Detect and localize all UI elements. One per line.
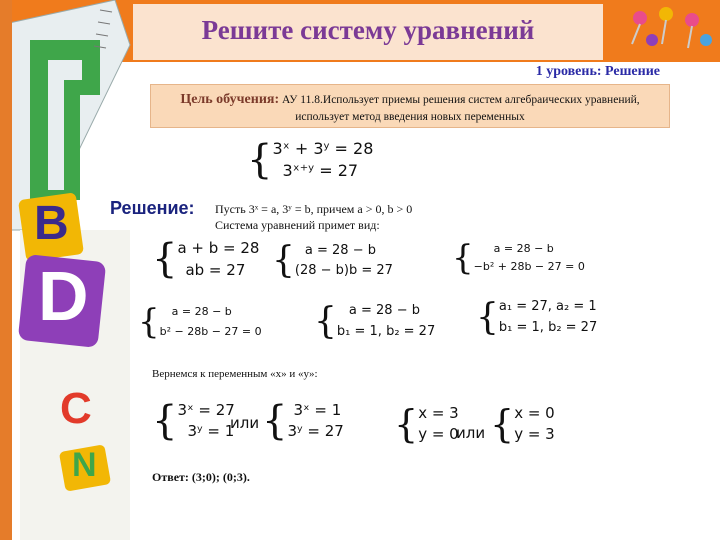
brace-icon: {: [152, 398, 178, 444]
equation: b₁ = 1, b₂ = 27: [336, 324, 436, 339]
equation: a = 28 − b: [493, 242, 554, 255]
step-system-2: [272, 240, 393, 281]
equation: a = 28 − b: [348, 303, 420, 318]
equation: 3ʸ = 1: [187, 422, 235, 440]
answer-text: Ответ: (3;0); (0;3).: [152, 470, 250, 484]
equation: a = 28 − b: [304, 242, 376, 258]
substitution-text: Пусть 3ˣ = a, 3ʸ = b, причем a > 0, b > 0: [215, 202, 413, 216]
level-label: 1 уровень: Решение: [535, 64, 660, 79]
brace-icon: {: [314, 300, 337, 342]
equation: 3ˣ + 3ʸ = 28: [272, 139, 374, 158]
goal-label: Цель обучения:: [180, 92, 280, 107]
equation: 3ˣ⁺ʸ = 27: [282, 161, 359, 180]
brace-icon: {: [452, 238, 474, 278]
equation: b² − 28b − 27 = 0: [159, 325, 262, 338]
equation: y = 3: [514, 425, 555, 443]
equation: x = 0: [514, 404, 555, 422]
brace-icon: {: [247, 137, 273, 183]
letter-c: C: [60, 384, 92, 433]
brace-icon: {: [138, 302, 160, 342]
equation: a₁ = 27, a₂ = 1: [498, 299, 597, 314]
page-title: Решите систему уравнений: [201, 15, 535, 45]
step-system-4: [138, 302, 262, 342]
final-system-d: [490, 402, 555, 446]
step-system-1: [152, 236, 259, 282]
equation: 3ˣ = 27: [177, 401, 235, 419]
letter-d: D: [38, 257, 89, 335]
solution-label: Решение:: [110, 198, 195, 218]
final-system-c: [394, 402, 459, 446]
or-label: или: [230, 414, 260, 432]
equation: b₁ = 1, b₂ = 27: [498, 320, 598, 335]
brace-icon: {: [262, 398, 288, 444]
letter-n: N: [72, 446, 97, 484]
pins-decoration: [622, 4, 717, 60]
step-system-5: [314, 300, 435, 342]
brace-icon: {: [394, 402, 419, 446]
final-system-b: [262, 398, 344, 444]
step-system-6: [476, 296, 597, 338]
brace-icon: {: [490, 402, 515, 446]
equation: (28 − b)b = 27: [294, 262, 393, 278]
equation: 3ʸ = 27: [287, 422, 344, 440]
final-system-a: [152, 398, 235, 444]
original-system: [247, 138, 373, 182]
equation: a + b = 28: [177, 239, 260, 257]
equation: −b² + 28b − 27 = 0: [473, 260, 585, 273]
step-system-3: [452, 238, 585, 278]
brace-icon: {: [476, 296, 499, 338]
equation: 3ˣ = 1: [293, 401, 342, 419]
equation: a = 28 − b: [171, 305, 232, 318]
learning-goal-box: [150, 84, 670, 128]
brace-icon: {: [272, 240, 295, 281]
return-text: Вернемся к переменным «x» и «y»:: [152, 368, 318, 380]
system-form-text: Система уравнений примет вид:: [215, 218, 380, 232]
letter-b: B: [34, 197, 69, 250]
goal-text: АУ 11.8.Использует приемы решения систем алгебраических уравнений, использует метод введения новых переменных: [282, 94, 640, 123]
equation: y = 0: [418, 425, 459, 443]
or-label: или: [456, 424, 486, 442]
equation: x = 3: [418, 404, 459, 422]
equation: ab = 27: [185, 261, 246, 279]
brace-icon: {: [152, 236, 178, 282]
